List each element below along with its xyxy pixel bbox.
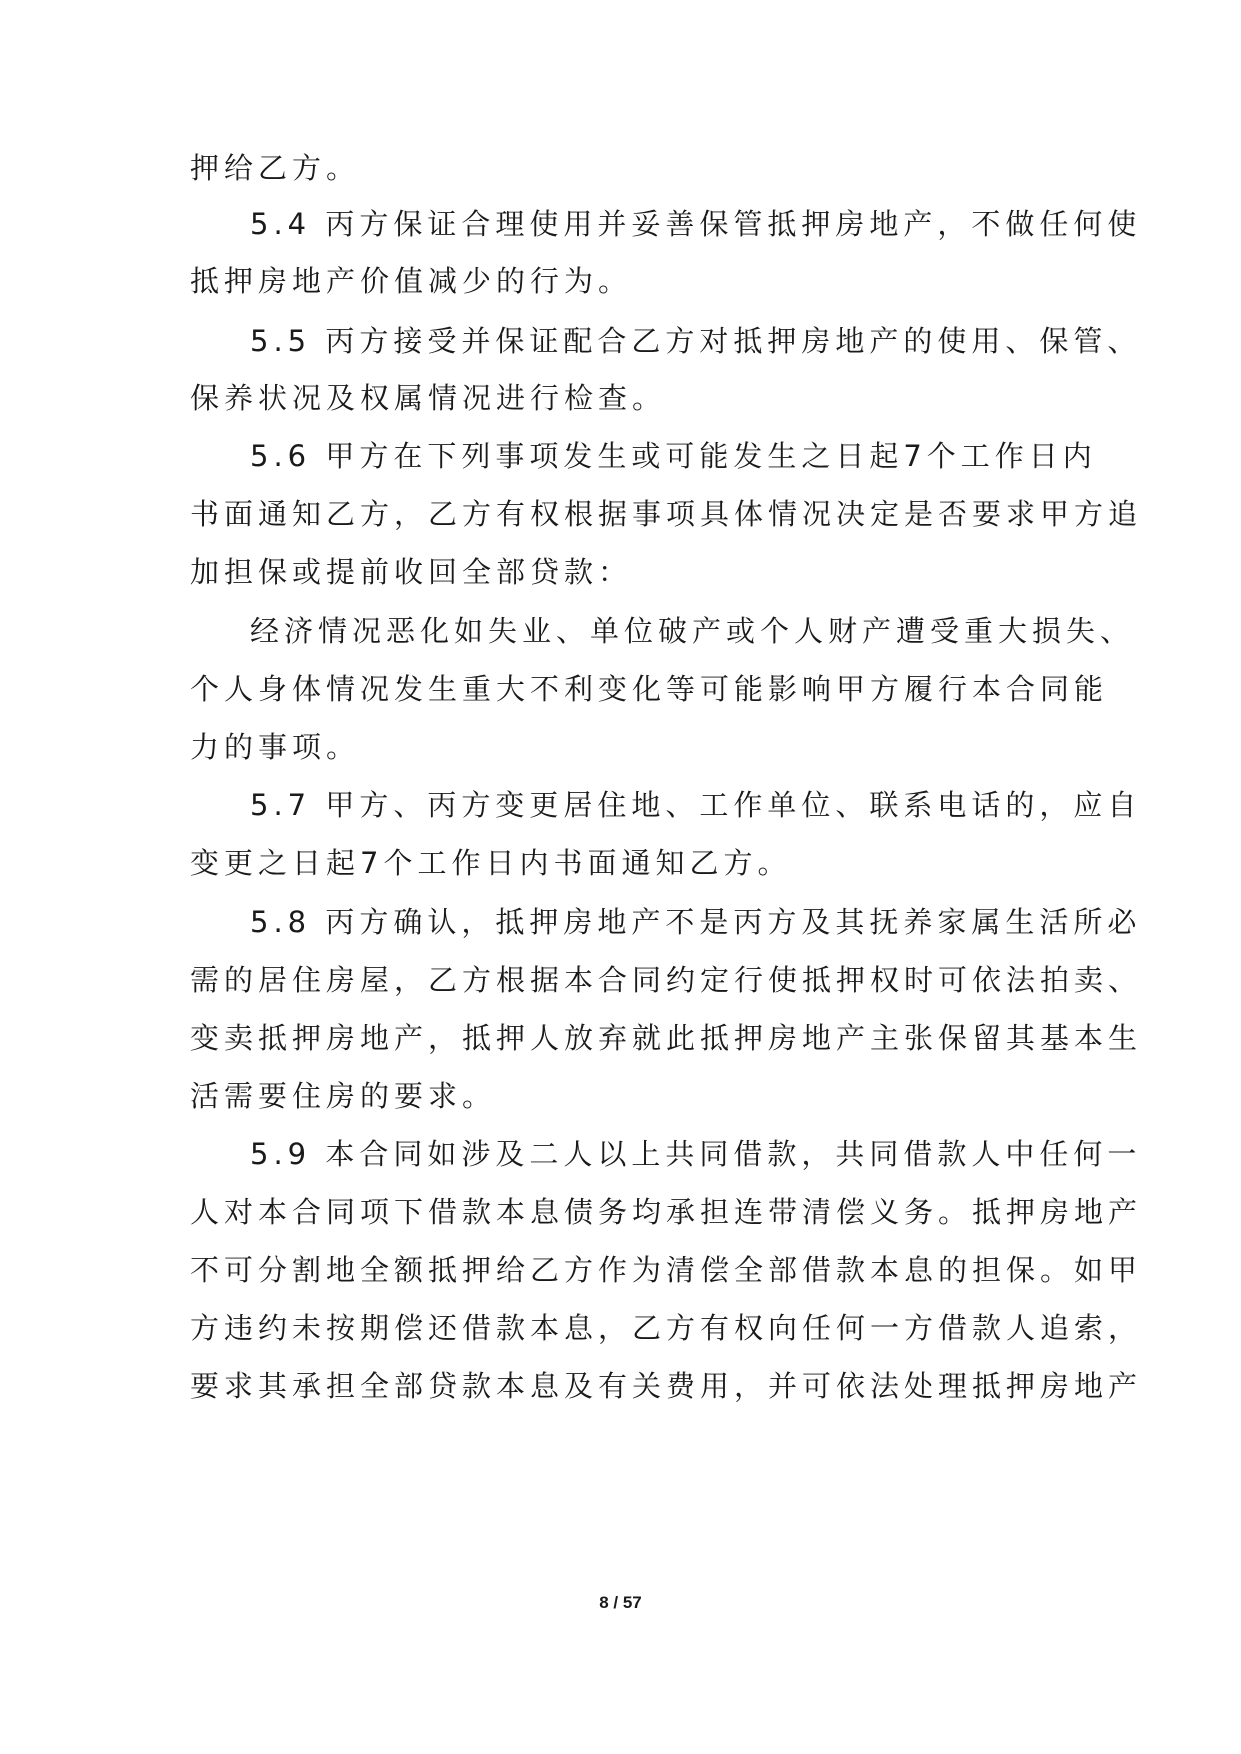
text-line: 加担保或提前收回全部贷款： bbox=[190, 555, 633, 589]
text-line: 书面通知乙方，乙方有权根据事项具体情况决定是否要求甲方追 bbox=[190, 497, 1143, 531]
text-line: 5.7 甲方、丙方变更居住地、工作单位、联系电话的，应自 bbox=[250, 788, 1142, 822]
text-line: 5.6 甲方在下列事项发生或可能发生之日起7个工作日内 bbox=[250, 439, 1097, 473]
text-line: 个人身体情况发生重大不利变化等可能影响甲方履行本合同能 bbox=[190, 672, 1109, 706]
text-line: 方违约未按期偿还借款本息，乙方有权向任何一方借款人追索， bbox=[190, 1311, 1143, 1345]
text-line: 保养状况及权属情况进行检查。 bbox=[190, 381, 667, 415]
text-line: 押给乙方。 bbox=[190, 151, 361, 185]
text-line: 不可分割地全额抵押给乙方作为清偿全部借款本息的担保。如甲 bbox=[190, 1253, 1143, 1287]
text-line: 活需要住房的要求。 bbox=[190, 1079, 497, 1113]
text-line: 5.8 丙方确认，抵押房地产不是丙方及其抚养家属生活所必 bbox=[250, 905, 1142, 939]
text-line: 5.4 丙方保证合理使用并妥善保管抵押房地产，不做任何使 bbox=[250, 207, 1142, 241]
text-line: 需的居住房屋，乙方根据本合同约定行使抵押权时可依法拍卖、 bbox=[190, 963, 1143, 997]
text-line: 5.5 丙方接受并保证配合乙方对抵押房地产的使用、保管、 bbox=[250, 324, 1142, 358]
text-line: 人对本合同项下借款本息债务均承担连带清偿义务。抵押房地产 bbox=[190, 1195, 1143, 1229]
text-line: 抵押房地产价值减少的行为。 bbox=[190, 264, 633, 298]
text-line: 变卖抵押房地产，抵押人放弃就此抵押房地产主张保留其基本生 bbox=[190, 1021, 1143, 1055]
text-line: 力的事项。 bbox=[190, 730, 361, 764]
page-number: 8 / 57 bbox=[599, 1593, 642, 1612]
text-line: 要求其承担全部贷款本息及有关费用，并可依法处理抵押房地产 bbox=[190, 1369, 1143, 1403]
text-line: 经济情况恶化如失业、单位破产或个人财产遭受重大损失、 bbox=[250, 614, 1135, 648]
text-line: 变更之日起7个工作日内书面通知乙方。 bbox=[190, 846, 792, 880]
text-line: 5.9 本合同如涉及二人以上共同借款，共同借款人中任何一 bbox=[250, 1137, 1142, 1171]
